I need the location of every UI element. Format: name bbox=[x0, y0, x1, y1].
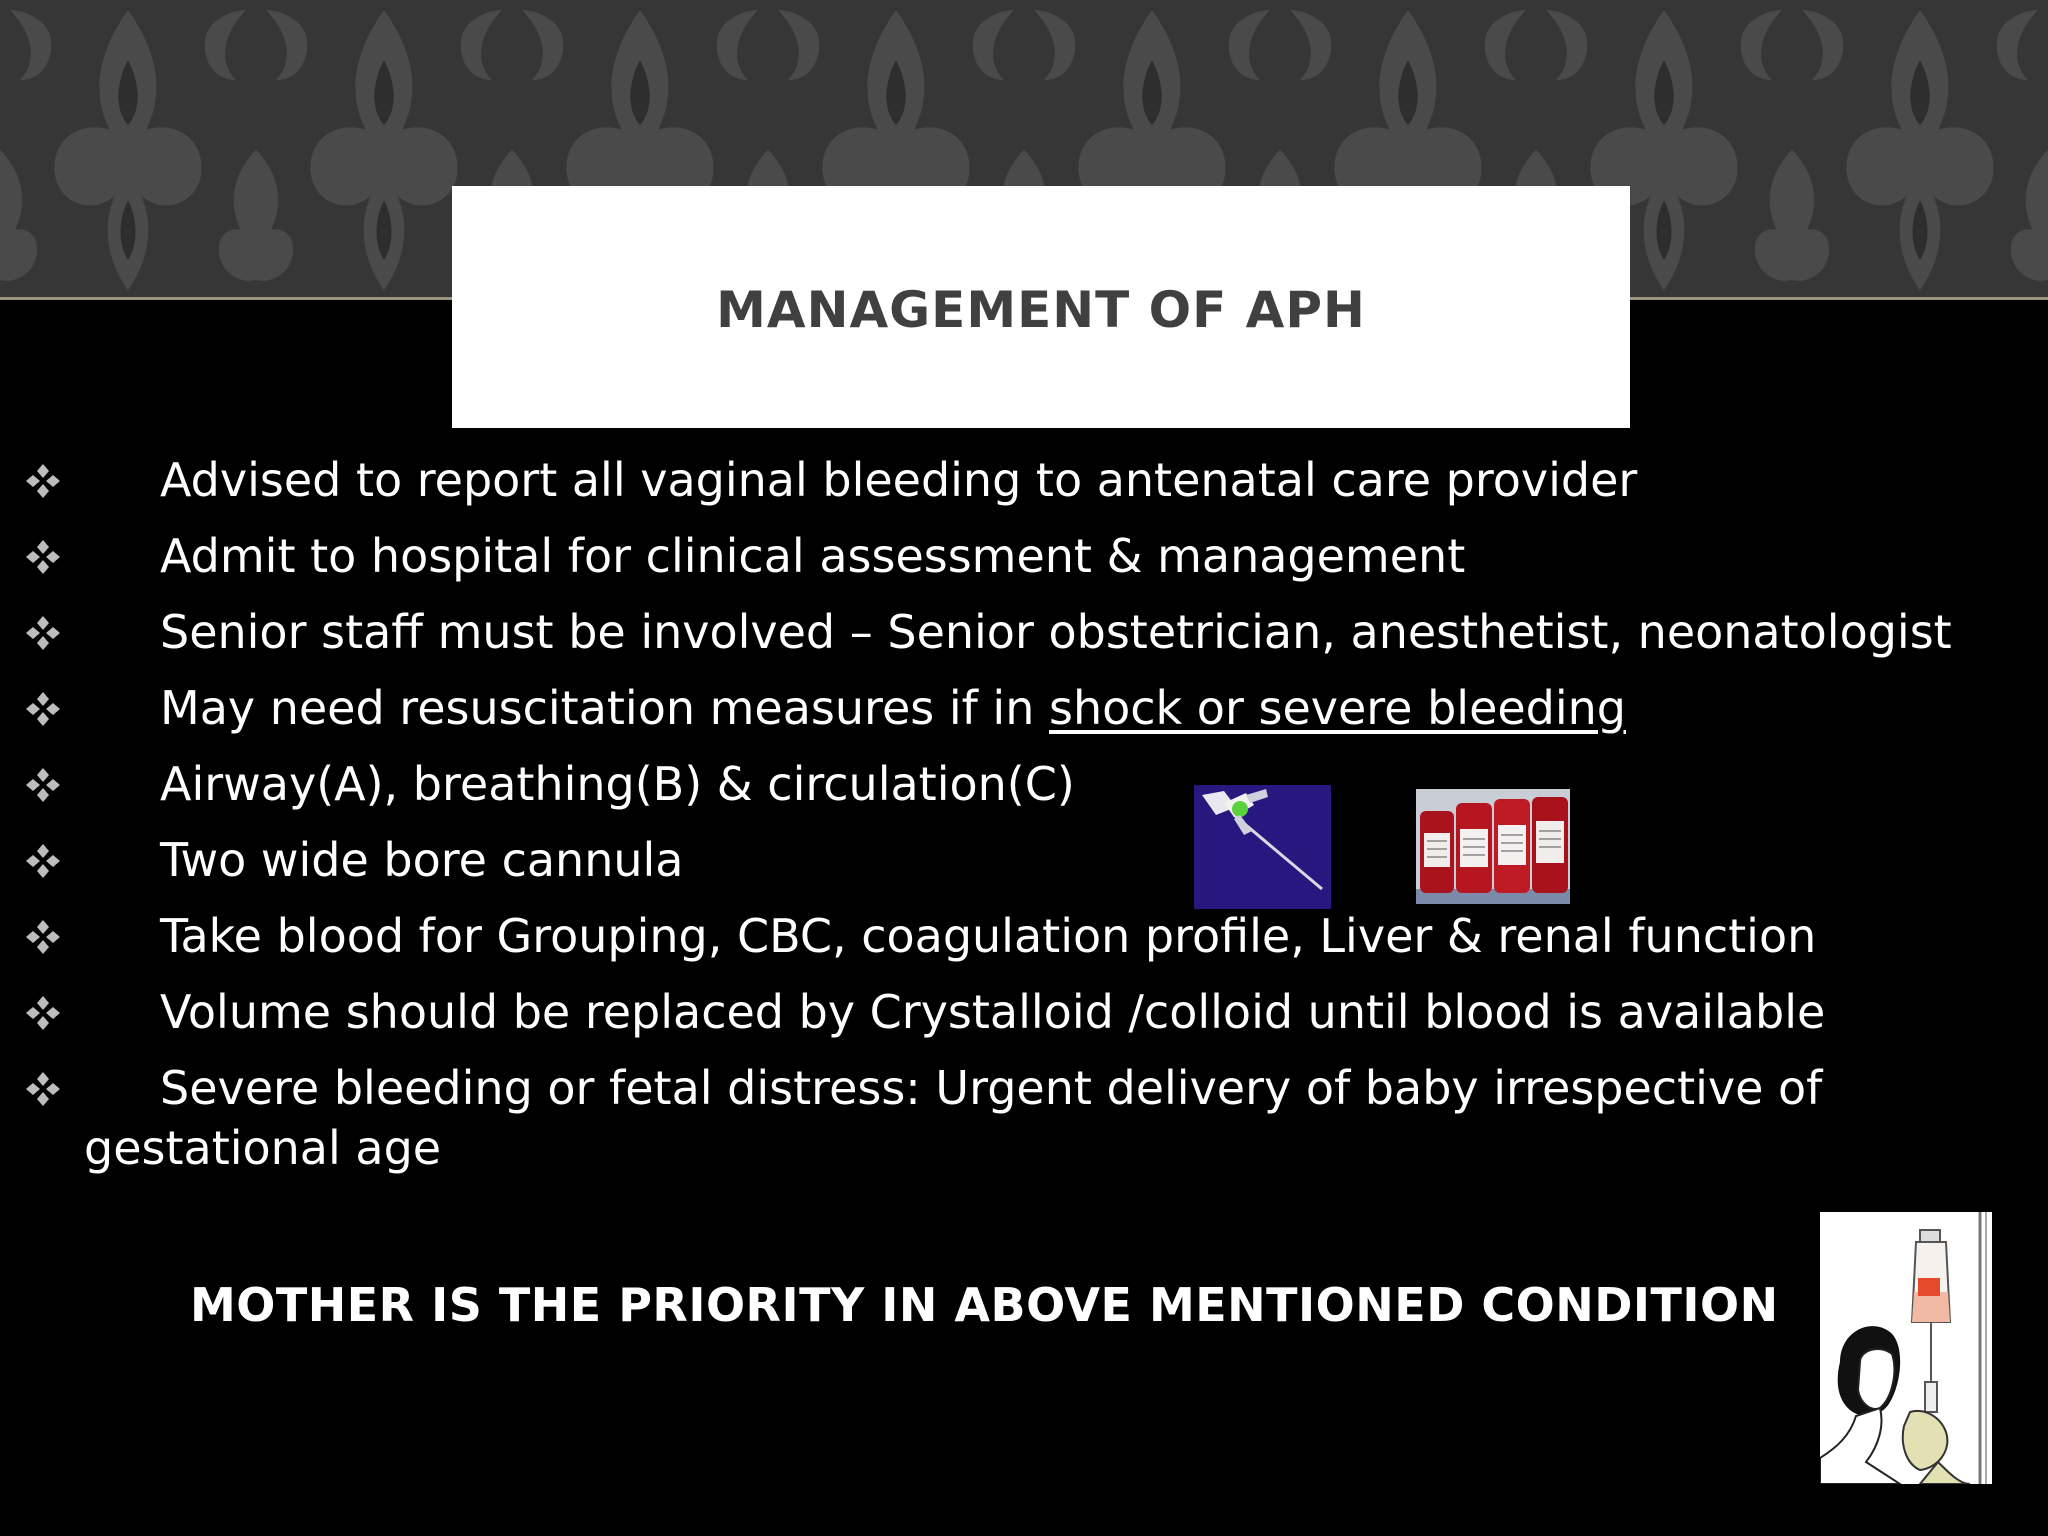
bullet-text: Airway(A), breathing(B) & circulation(C) bbox=[160, 757, 1075, 811]
bullet-text: Senior staff must be involved – Senior obstetrician, anesthetist, neonatologist bbox=[160, 605, 1952, 659]
underlined-emphasis: shock or severe bleeding bbox=[1048, 681, 1627, 735]
bullet-text-continuation: gestational age bbox=[84, 1121, 442, 1175]
four-diamond-bullet-icon bbox=[24, 614, 62, 652]
four-diamond-bullet-icon bbox=[24, 994, 62, 1032]
four-diamond-bullet-icon bbox=[24, 918, 62, 956]
iv-cannula-image bbox=[1194, 785, 1331, 909]
bullet-text: Two wide bore cannula bbox=[160, 833, 684, 887]
priority-note: MOTHER IS THE PRIORITY IN ABOVE MENTIONED CONDITION bbox=[190, 1278, 1779, 1332]
four-diamond-bullet-icon bbox=[24, 1070, 62, 1108]
four-diamond-bullet-icon bbox=[24, 462, 62, 500]
bullet-text: Admit to hospital for clinical assessment & management bbox=[160, 529, 1466, 583]
blood-bags-image bbox=[1416, 789, 1570, 904]
nurse-iv-drip-image bbox=[1820, 1212, 1992, 1484]
title-box bbox=[452, 186, 1630, 428]
four-diamond-bullet-icon bbox=[24, 842, 62, 880]
bullet-text: Advised to report all vaginal bleeding to antenatal care provider bbox=[160, 453, 1638, 507]
four-diamond-bullet-icon bbox=[24, 690, 62, 728]
bullet-text-with-emphasis bbox=[160, 678, 1626, 738]
four-diamond-bullet-icon bbox=[24, 538, 62, 576]
bullet-text: Volume should be replaced by Crystalloid /colloid until blood is available bbox=[160, 985, 1826, 1039]
bullet-text: May need resuscitation measures if in bbox=[160, 681, 1049, 735]
bullet-text: Take blood for Grouping, CBC, coagulation profile, Liver & renal function bbox=[160, 909, 1817, 963]
four-diamond-bullet-icon bbox=[24, 766, 62, 804]
bullet-text: Severe bleeding or fetal distress: Urgent delivery of baby irrespective of bbox=[160, 1061, 1823, 1115]
slide-title: MANAGEMENT OF APH bbox=[716, 281, 1366, 339]
